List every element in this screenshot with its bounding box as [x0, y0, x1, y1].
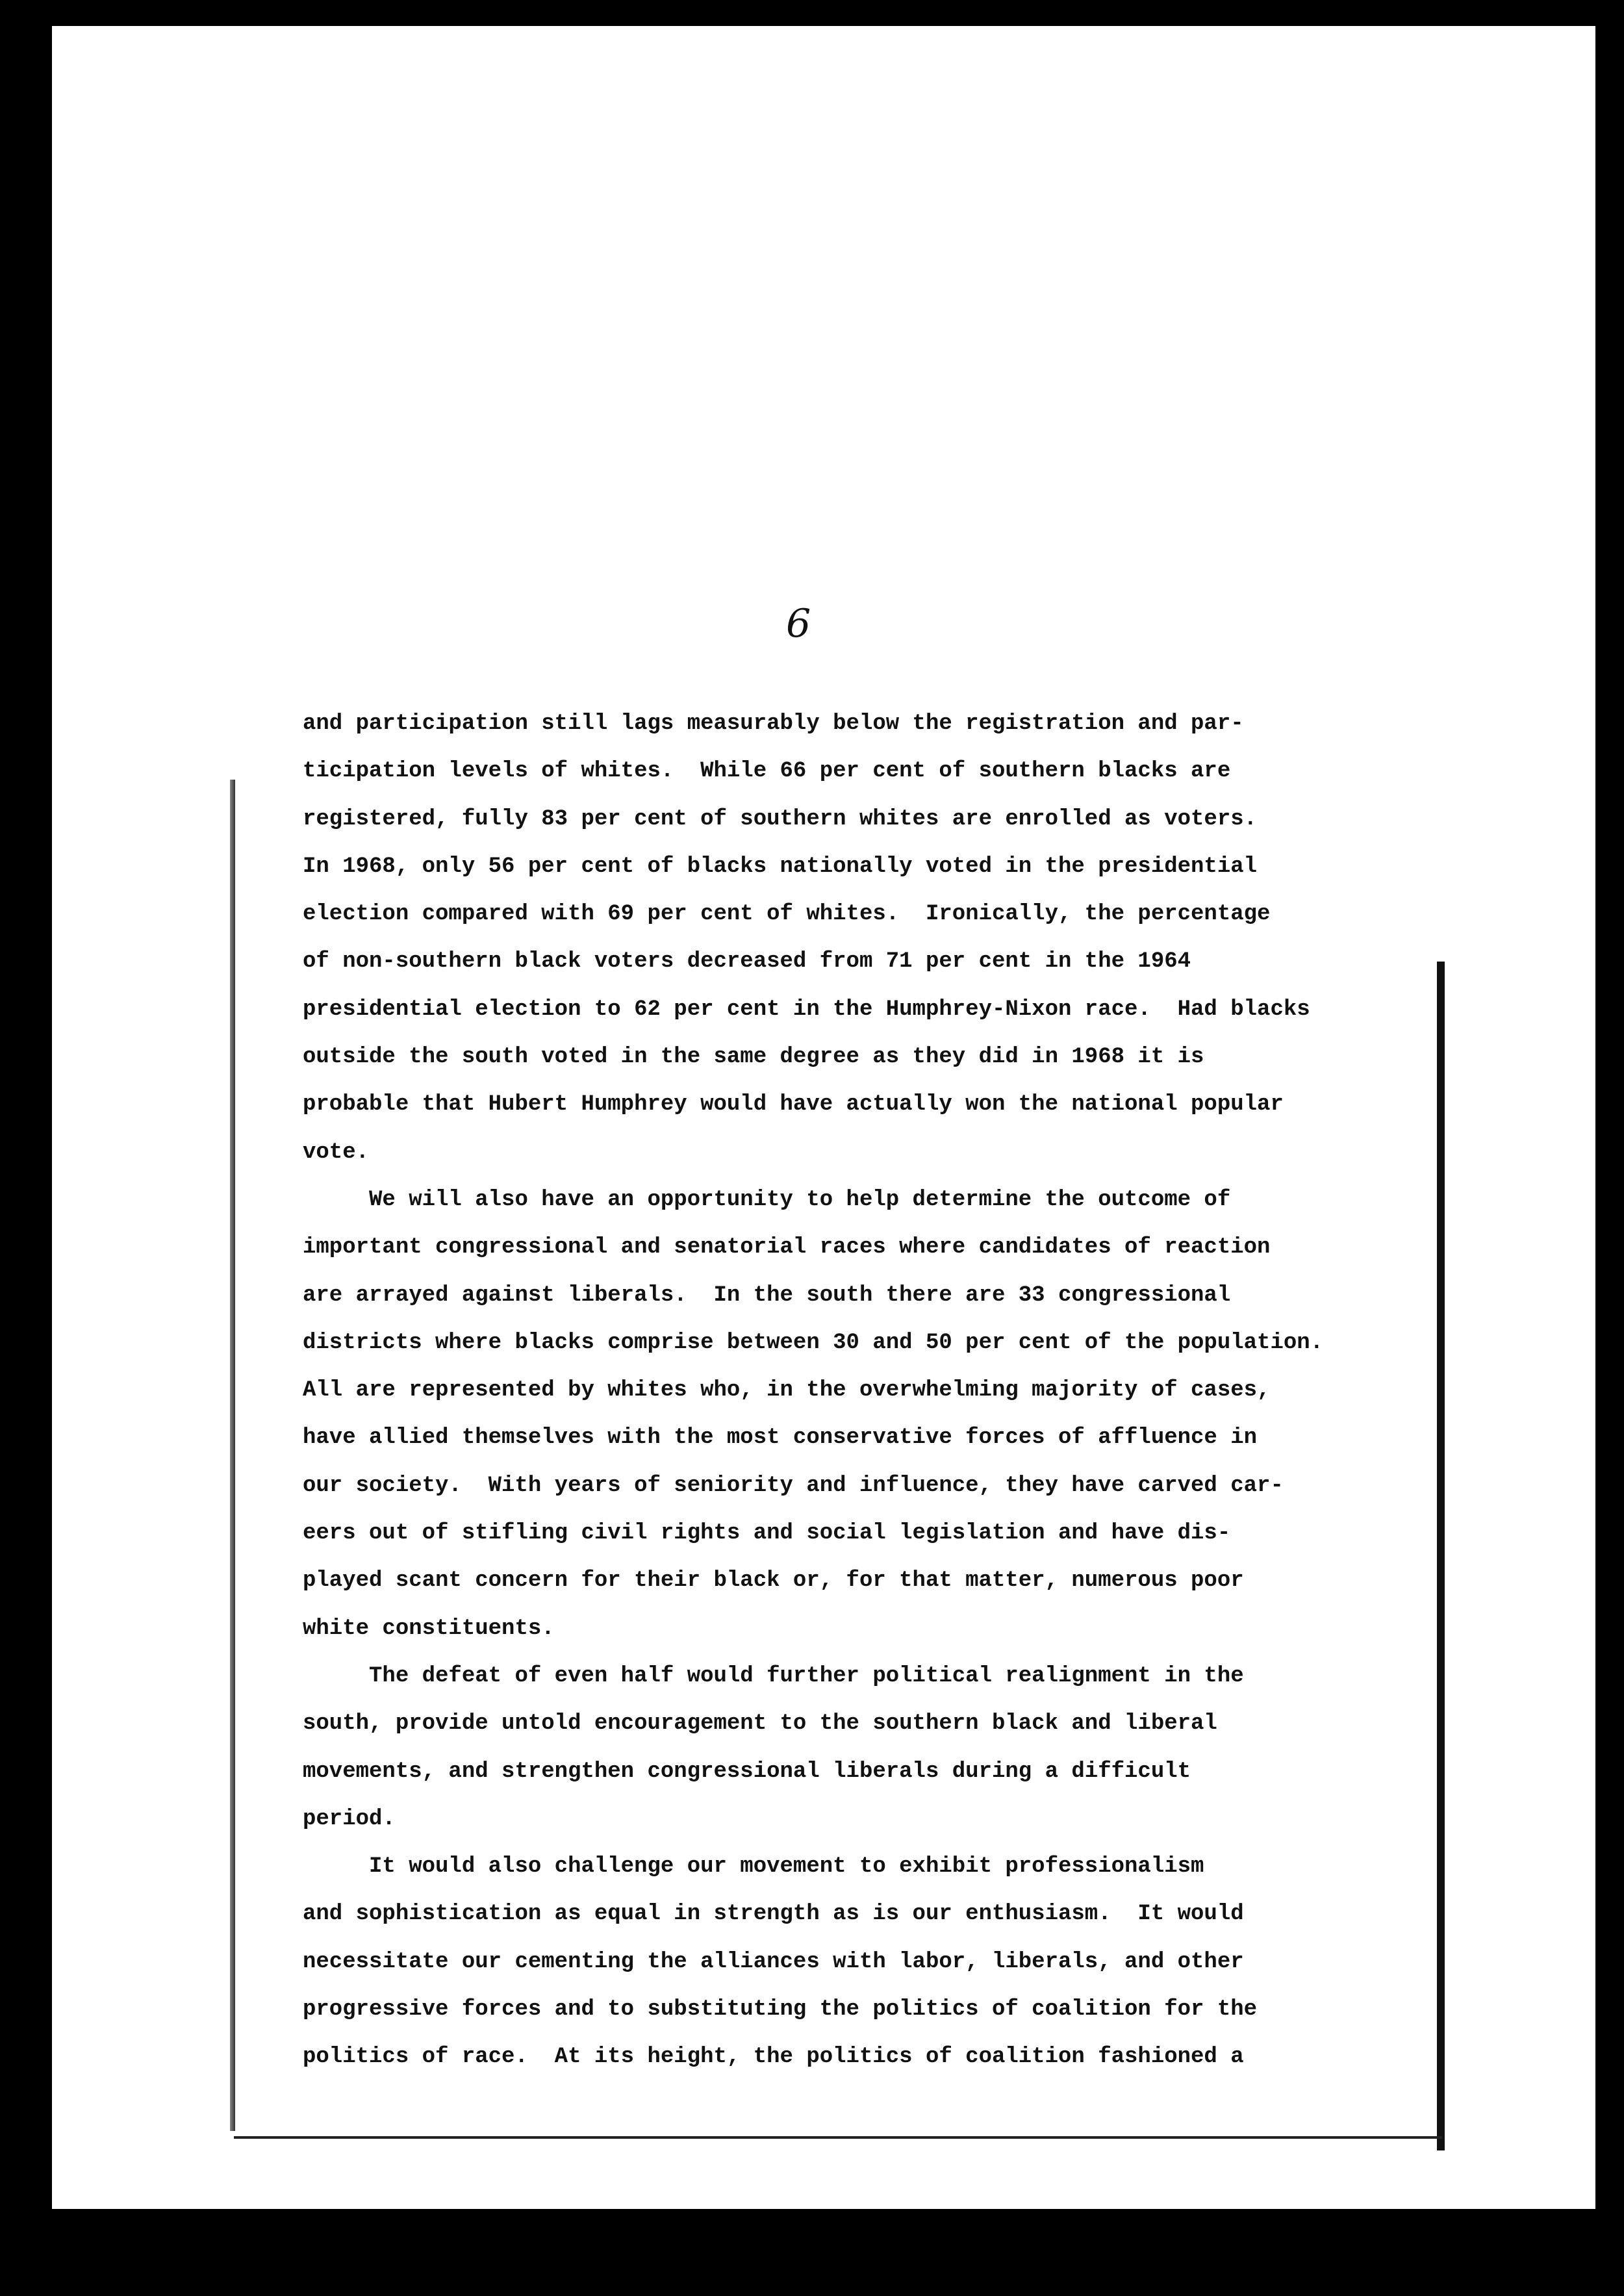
text-line: are arrayed against liberals. In the south there are 33 congressional: [303, 1282, 1231, 1308]
text-line: It would also challenge our movement to exhibit professionalism: [303, 1854, 1204, 1880]
page-edge-bottom: [234, 2136, 1442, 2139]
page-number: 6: [786, 601, 811, 646]
page-edge-right: [1437, 962, 1445, 2150]
page-edge-left: [230, 780, 235, 2131]
text-line: outside the south voted in the same degree as they did in 1968 it is: [303, 1045, 1204, 1070]
text-line: and participation still lags measurably below the registration and par-: [303, 711, 1244, 736]
text-line: ticipation levels of whites. While 66 per cent of southern blacks are: [303, 759, 1231, 784]
text-line: period.: [303, 1806, 396, 1831]
text-line: The defeat of even half would further political realignment in the: [303, 1663, 1244, 1689]
text-line: have allied themselves with the most conservative forces of affluence in: [303, 1425, 1258, 1451]
text-line: progressive forces and to substituting the politics of coalition for the: [303, 1997, 1258, 2022]
text-line: of non-southern black voters decreased from 71 per cent in the 1964: [303, 949, 1191, 975]
text-line: presidential election to 62 per cent in the Humphrey-Nixon race. Had blacks: [303, 997, 1310, 1022]
body-text: [303, 700, 1420, 2082]
text-line: and sophistication as equal in strength as is our enthusiasm. It would: [303, 1902, 1244, 1927]
text-line: white constituents.: [303, 1616, 555, 1641]
text-line: movements, and strengthen congressional liberals during a difficult: [303, 1759, 1191, 1784]
text-line: registered, fully 83 per cent of southern whites are enrolled as voters.: [303, 806, 1258, 832]
text-line: districts where blacks comprise between 30 and 50 per cent of the population.: [303, 1330, 1324, 1355]
text-line: election compared with 69 per cent of whites. Ironically, the percentage: [303, 902, 1271, 927]
text-line: our society. With years of seniority and influence, they have carved car-: [303, 1473, 1284, 1498]
text-line: All are represented by whites who, in the overwhelming majority of cases,: [303, 1378, 1271, 1403]
text-line: vote.: [303, 1140, 370, 1165]
text-line: probable that Hubert Humphrey would have actually won the national popular: [303, 1092, 1284, 1117]
text-line: important congressional and senatorial races where candidates of reaction: [303, 1235, 1271, 1260]
text-line: necessitate our cementing the alliances with labor, liberals, and other: [303, 1949, 1244, 1974]
text-line: politics of race. At its height, the politics of coalition fashioned a: [303, 2045, 1244, 2070]
text-line: In 1968, only 56 per cent of blacks nationally voted in the presidential: [303, 854, 1258, 879]
text-line: We will also have an opportunity to help determine the outcome of: [303, 1187, 1231, 1212]
text-line: south, provide untold encouragement to the southern black and liberal: [303, 1711, 1217, 1737]
text-line: played scant concern for their black or, for that matter, numerous poor: [303, 1568, 1244, 1594]
text-line: eers out of stifling civil rights and social legislation and have dis-: [303, 1521, 1231, 1546]
